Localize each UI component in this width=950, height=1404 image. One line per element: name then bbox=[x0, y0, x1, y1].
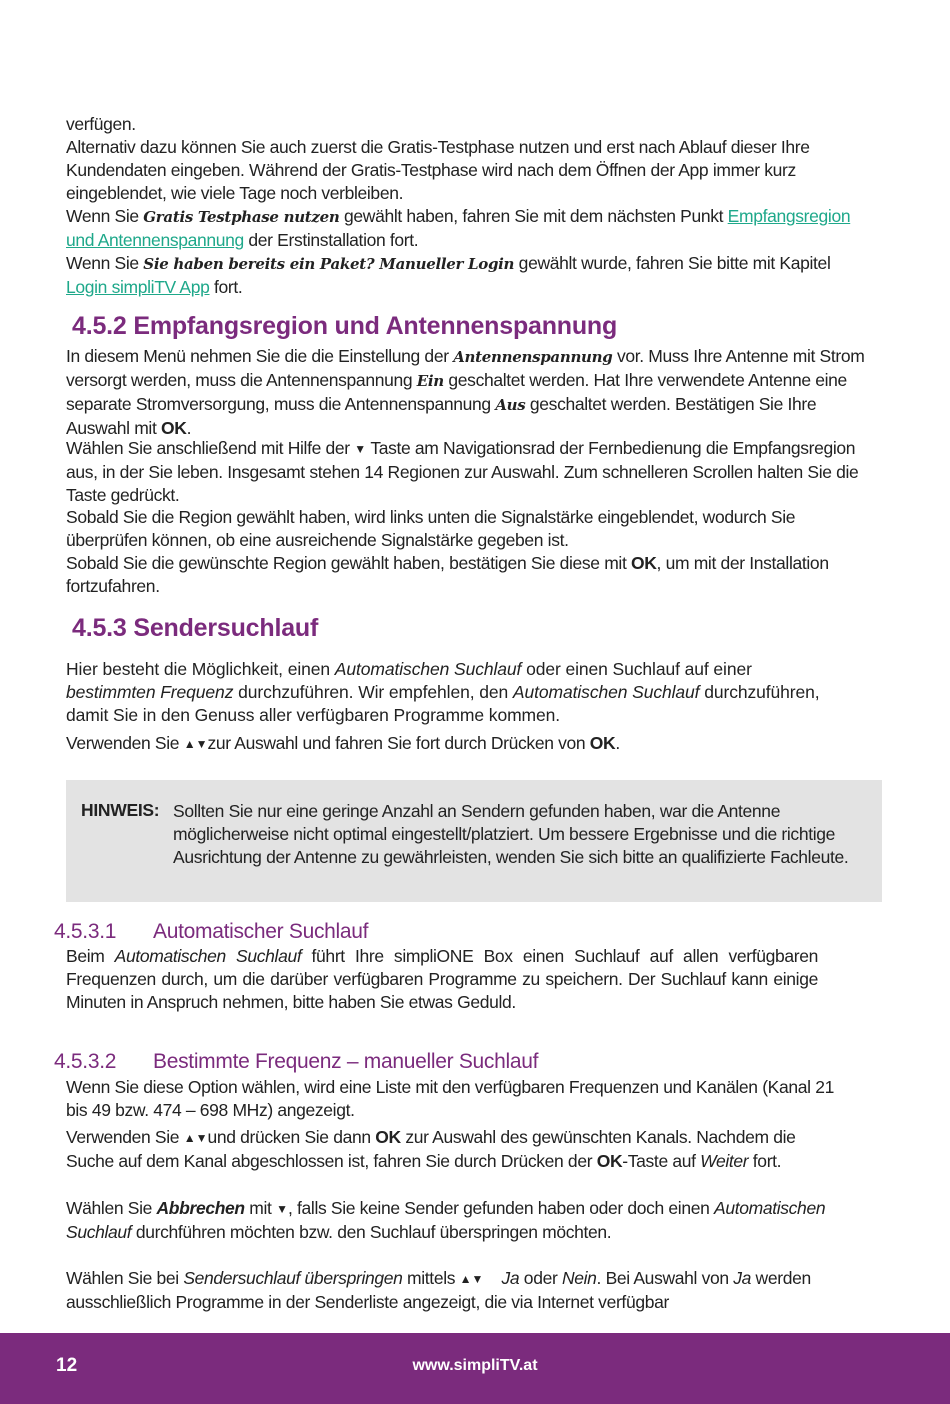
arrow-up-icon: ▲ bbox=[183, 1131, 196, 1145]
intro-paragraph-testphase: Wenn Sie Gratis Testphase nutzen gewählt haben, fahren Sie mit dem nächsten Punkt Empfangsregion und Antennenspannung der Erstinstallation fort. bbox=[66, 206, 851, 250]
intro-paragraph-login: Wenn Sie Sie haben bereits ein Paket? Manueller Login gewählt wurde, fahren Sie bitte mit Kapitel Login simpliTV App fort. bbox=[66, 253, 831, 297]
link-login-simplitv-app[interactable]: Login simpliTV App bbox=[66, 277, 210, 297]
hinweis-text: Sollten Sie nur eine geringe Anzahl an Sendern gefunden haben, war die Antenne möglicherweise nicht optimal eingestellt/platziert. Um bessere Ergebnisse und die richtige Ausrichtung der Antenne zu gewährleisten, wenden Sie sich bitte an qualifizierte Fachleute. bbox=[173, 801, 849, 867]
heading-4-5-2: 4.5.2 Empfangsregion und Antennenspannung bbox=[72, 312, 618, 340]
s4532-paragraph-1: Wenn Sie diese Option wählen, wird eine Liste mit den verfügbaren Frequenzen und Kanälen (Kanal 21 bis 49 bzw. 474 – 698 MHz) angezeigt. bbox=[66, 1077, 834, 1120]
arrow-down-icon: ▼ bbox=[471, 1272, 484, 1286]
arrow-up-icon: ▲ bbox=[459, 1272, 472, 1286]
s452-paragraph-4: Sobald Sie die gewünschte Region gewählt haben, bestätigen Sie diese mit OK, um mit der Installation fortzufahren. bbox=[66, 553, 829, 596]
intro-line: verfügen. bbox=[66, 114, 136, 134]
heading-4-5-3-2: 4.5.3.2 Bestimmte Frequenz – manueller Suchlauf bbox=[54, 1050, 539, 1073]
intro-paragraph: Alternativ dazu können Sie auch zuerst die Gratis-Testphase nutzen und erst nach Ablauf dieser Ihre Kundendaten eingeben. Während der Gratis-Testphase wird nach dem Öffnen der App immer kurz eingeblendet, wie viele Tage noch verbleiben. bbox=[66, 137, 810, 203]
hinweis-box bbox=[66, 780, 882, 902]
option-manueller-login: Sie haben bereits ein Paket? Manueller Login bbox=[143, 255, 515, 273]
heading-4-5-3-1: 4.5.3.1 Automatischer Suchlauf bbox=[54, 920, 369, 943]
arrow-down-icon: ▼ bbox=[276, 1202, 288, 1216]
arrow-down-icon: ▼ bbox=[195, 1131, 208, 1145]
hinweis-label: HINWEIS: bbox=[81, 800, 160, 820]
page-footer bbox=[0, 1333, 950, 1404]
heading-4-5-3: 4.5.3 Sendersuchlauf bbox=[72, 614, 319, 642]
s4532-paragraph-2: Verwenden Sie ▲▼und drücken Sie dann OK zur Auswahl des gewünschten Kanals. Nachdem die Suche auf dem Kanal abgeschlossen ist, fahren Sie durch Drücken der OK-Taste auf Weiter fort. bbox=[66, 1127, 796, 1171]
footer-url: www.simpliTV.at bbox=[412, 1357, 538, 1374]
s452-paragraph-1: In diesem Menü nehmen Sie die die Einstellung der Antennenspannung vor. Muss Ihre Antenne mit Strom versorgt werden, muss die Antennenspannung Ein geschaltet werden. Hat Ihre verwendete Antenne eine separate Stromversorgung, muss die Antennenspannung Aus geschaltet werden. Bestätigen Sie Ihre Auswahl mit OK. bbox=[66, 346, 865, 438]
s4532-paragraph-3: Wählen Sie Abbrechen mit ▼, falls Sie keine Sender gefunden haben oder doch einen Automatischen Suchlauf durchführen möchten bzw. den Suchlauf überspringen möchten. bbox=[66, 1198, 826, 1242]
arrow-up-icon: ▲ bbox=[183, 737, 196, 751]
s4531-paragraph: Beim Automatischen Suchlauf führt Ihre simpliONE Box einen Suchlauf auf allen verfügbaren Frequenzen durch, um die darüber verfügbaren Programme zu speichern. Der Suchlauf kann einige Minuten in Anspruch nehmen, bitte haben Sie etwas Geduld. bbox=[66, 946, 819, 1012]
link-empfangsregion[interactable]: Empfangsregion und Antennenspannung bbox=[66, 206, 851, 250]
s452-paragraph-2: Wählen Sie anschließend mit Hilfe der ▼ Taste am Navigationsrad der Fernbedienung die Empfangsregion aus, in der Sie leben. Insgesamt stehen 14 Regionen zur Auswahl. Zum schnelleren Scrollen halten Sie die Taste gedrückt. bbox=[66, 438, 859, 505]
option-gratis-testphase: Gratis Testphase nutzen bbox=[143, 208, 340, 226]
page-number: 12 bbox=[56, 1355, 78, 1376]
arrow-down-icon: ▼ bbox=[195, 737, 208, 751]
s452-paragraph-3: Sobald Sie die Region gewählt haben, wird links unten die Signalstärke eingeblendet, wodurch Sie überprüfen können, ob eine ausreichende Signalstärke gegeben ist. bbox=[66, 507, 796, 550]
s453-paragraph-1: Hier besteht die Möglichkeit, einen Automatischen Suchlauf oder einen Suchlauf auf einer bestimmten Frequenz durchzuführen. Wir empfehlen, den Automatischen Suchlauf durchzuführen, damit Sie in den Genuss aller verfügbaren Programme kommen. bbox=[66, 659, 820, 725]
arrow-down-icon: ▼ bbox=[354, 442, 367, 456]
s453-paragraph-2: Verwenden Sie ▲▼zur Auswahl und fahren Sie fort durch Drücken von OK. bbox=[66, 733, 620, 753]
s4532-paragraph-4: Wählen Sie bei Sendersuchlauf überspringen mittels ▲▼ Ja oder Nein. Bei Auswahl von Ja werden ausschließlich Programme in der Senderliste angezeigt, die via Internet verfügbar bbox=[66, 1268, 811, 1312]
